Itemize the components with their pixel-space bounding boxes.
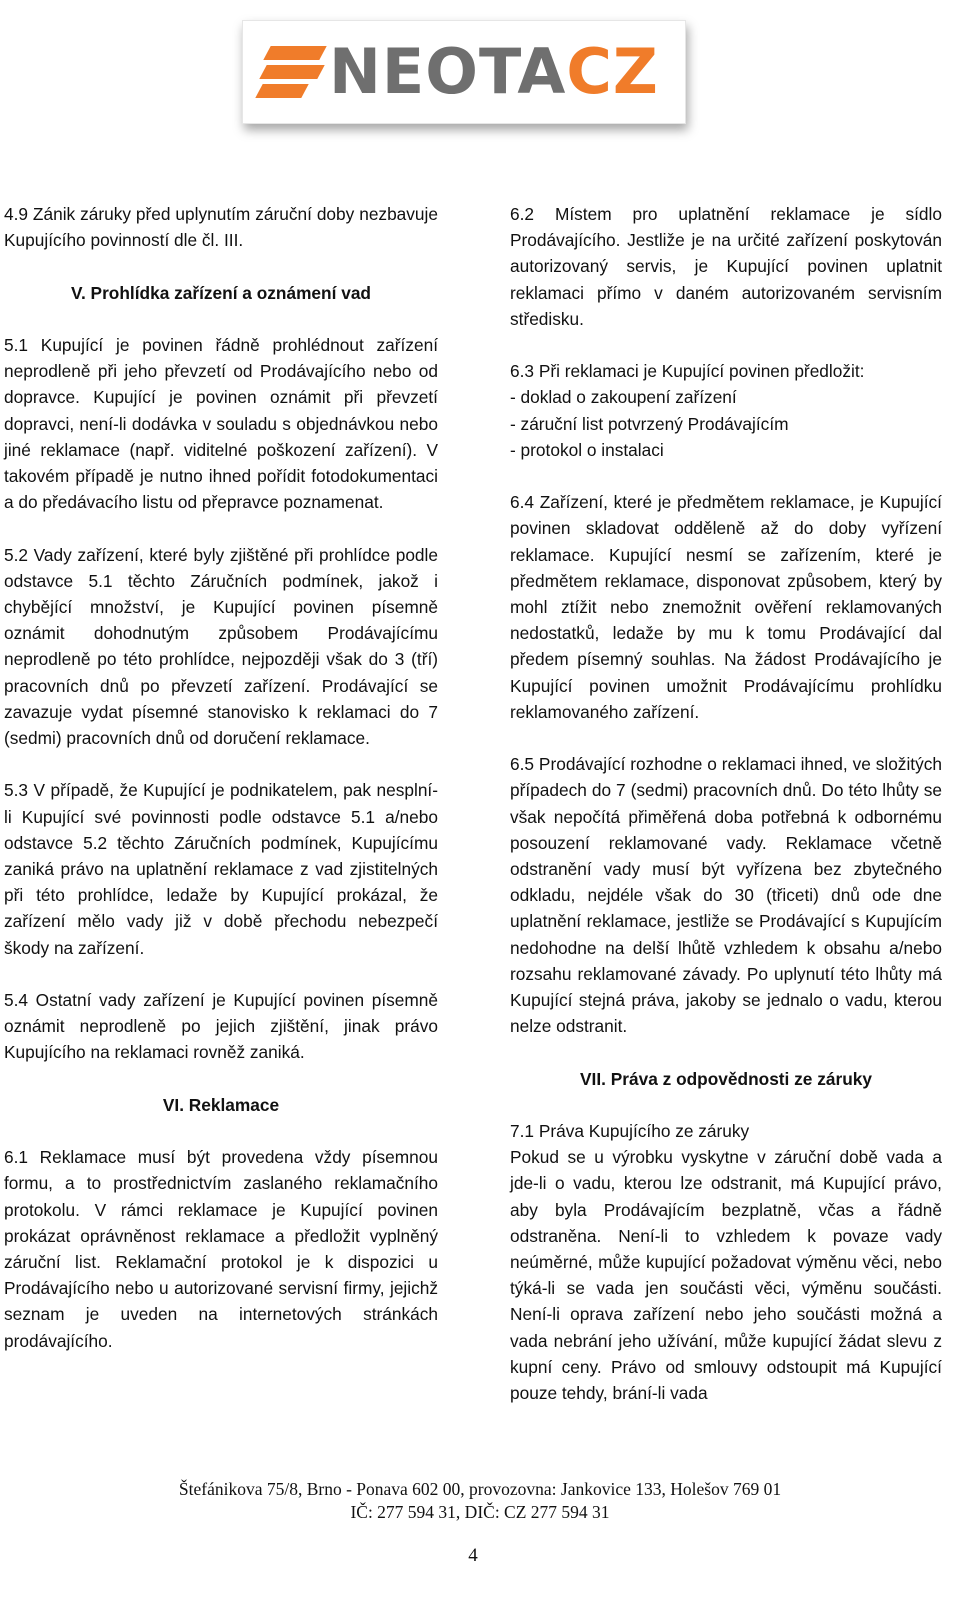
paragraph-5-3: 5.3 V případě, že Kupující je podnikatelem, pak nesplní-li Kupující své povinnosti podle odstavce 5.1 a/nebo odstavce 5.2 těchto Záručních podmínek, Kupujícímu zaniká právo na uplatnění reklamace z vad zjistitelných při této prohlídce, ledaže by Kupující prokázal, že zařízení mělo vady již v době přechodu nebezpečí škody na zařízení. xyxy=(4,780,438,958)
page-footer xyxy=(0,1478,960,1524)
logo-text: NEOTACZ xyxy=(329,35,659,108)
logo-mark-icon xyxy=(259,42,325,102)
paragraph-5-4: 5.4 Ostatní vady zařízení je Kupující povinen písemně oznámit neprodleně po jejich zjištění, jinak právo Kupujícího na reklamaci rovněž zaniká. xyxy=(4,990,438,1063)
list-item: - protokol o instalaci xyxy=(510,439,664,460)
paragraph-6-3-intro: 6.3 Při reklamaci je Kupující povinen předložit: xyxy=(510,361,865,382)
page-number: 4 xyxy=(468,1545,478,1566)
paragraph-6-3 xyxy=(510,358,942,463)
right-column xyxy=(510,201,942,1406)
footer-address: Štefánikova 75/8, Brno - Ponava 602 00, provozovna: Jankovice 133, Holešov 769 01 xyxy=(178,1479,782,1499)
paragraph-7-1-body: Pokud se u výrobku vyskytne v záruční době vada a jde-li o vadu, kterou lze odstranit, má Kupující právo, aby byla Prodávajícím bezplatně, včas a řádně odstraněna. Není-li to vzhledem k povaze vady neúměrné, může kupující požadovat výměnu věci, nebo týká-li se vada jen součásti věci, výměnu součásti. Není-li oprava zařízení nebo jeho součásti možná a vada nebrání jeho užívání, může kupující žádat slevu z kupní ceny. Právo od smlouvy odstoupit má Kupující pouze tehdy, brání-li vada xyxy=(510,1147,942,1404)
section-heading-vii: VII. Práva z odpovědnosti ze záruky xyxy=(580,1068,872,1089)
left-column xyxy=(4,201,438,1354)
paragraph-6-1: 6.1 Reklamace musí být provedena vždy písemnou formu, a to prostřednictvím zaslaného reklamačního protokolu. V rámci reklamace je Kupující povinen prokázat oprávněnost reklamace a předložit vyplněný záruční list. Reklamační protokol je k dispozici u Prodávajícího nebo u autorizované servisní firmy, jejichž seznam je uveden na internetových stránkách prodávajícího. xyxy=(4,1147,438,1351)
paragraph-6-5: 6.5 Prodávající rozhodne o reklamaci ihned, ve složitých případech do 7 (sedmi) pracovních dnů. Do této lhůty se však nepočítá přiměřená doba potřebná k odbornému posouzení reklamované vady. Reklamace včetně odstranění vady musí být vyřízena bez zbytečného odkladu, nejdéle však do 30 (třiceti) dnů ode dne uplatnění reklamace, jestliže se Prodávající s Kupujícím nedohodne na delší lhůtě vzhledem k obsahu a/nebo rozsahu reklamované závady. Po uplynutí této lhůty má Kupující stejná práva, jakoby se jednalo o vadu, kterou nelze odstranit. xyxy=(510,754,942,1037)
paragraph-6-2: 6.2 Místem pro uplatnění reklamace je sídlo Prodávajícího. Jestliže je na určité zařízení poskytován autorizovaný servis, je Kupující povinen uplatnit reklamaci přímo v daném autorizovaném servisním středisku. xyxy=(510,204,942,329)
paragraph-5-2: 5.2 Vady zařízení, které byly zjištěné při prohlídce podle odstavce 5.1 těchto Záručních podmínek, jakož i chybějící množství, je Kupující povinen písemně oznámit dohodnutým způsobem Prodávajícímu neprodleně po této prohlídce, nejpozději však do 3 (tří) pracovních dnů po převzetí zařízení. Prodávající se zavazuje vydat písemné stanovisko k reklamaci do 7 (sedmi) pracovních dnů od doručení reklamace. xyxy=(4,544,438,749)
section-heading-v: V. Prohlídka zařízení a oznámení vad xyxy=(71,282,371,303)
paragraph-7-1 xyxy=(510,1118,942,1406)
paragraph-6-4: 6.4 Zařízení, které je předmětem reklamace, je Kupující povinen skladovat odděleně až do doby vyřízení reklamace. Kupující nesmí se zařízením, které je předmětem reklamace, disponovat způsobem, který by mohl ztížit nebo znemožnit ověření reklamovaných nedostatků, ledaže by mu k tomu Prodávající dal předem písemný souhlas. Na žádost Prodávajícího je Kupující povinen umožnit Prodávajícímu prohlídku reklamovaného zařízení. xyxy=(510,492,942,722)
list-item: - doklad o zakoupení zařízení xyxy=(510,387,737,408)
paragraph-7-1-title: 7.1 Práva Kupujícího ze záruky xyxy=(510,1121,750,1142)
section-heading-vi: VI. Reklamace xyxy=(162,1094,280,1115)
list-item: - záruční list potvrzený Prodávajícím xyxy=(510,413,789,434)
footer-ids: IČ: 277 594 31, DIČ: CZ 277 594 31 xyxy=(350,1502,610,1522)
paragraph-5-1: 5.1 Kupující je povinen řádně prohlédnout zařízení neprodleně při jeho převzetí od Prodávajícího nebo od dopravce. Kupující je povinen oznámit při převzetí dopravci, není-li dodávka v souladu s objednávkou nebo jiné reklamace (např. viditelné poškození zařízení). V takovém případě je nutno ihned pořídit fotodokumentaci a do předávacího listu od přepravce poznamenat. xyxy=(4,334,438,513)
paragraph-4-9: 4.9 Zánik záruky před uplynutím záruční doby nezbavuje Kupujícího povinností dle čl. III. xyxy=(4,204,438,251)
company-logo xyxy=(242,20,686,124)
